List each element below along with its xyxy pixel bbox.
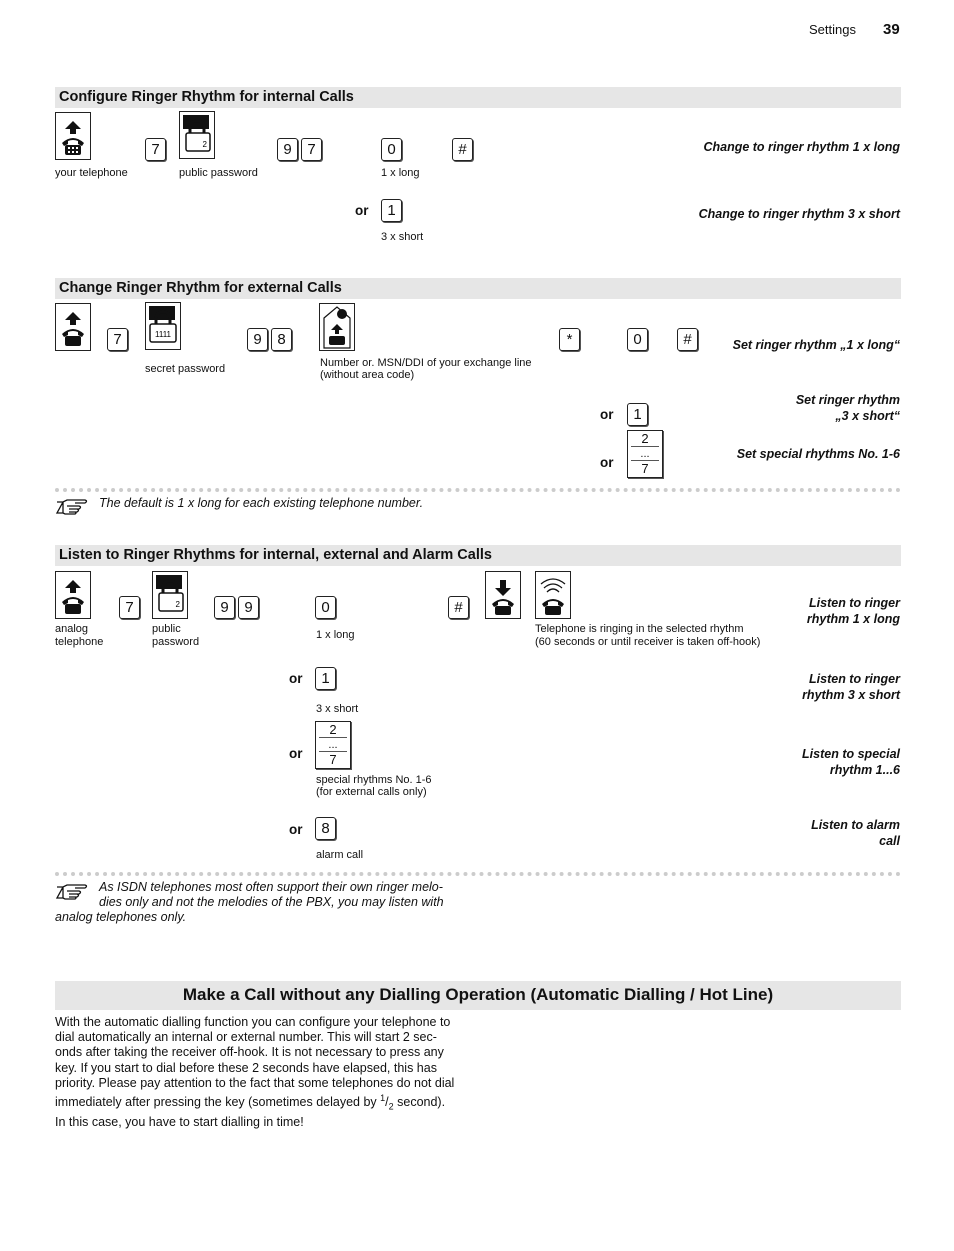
secret-password-padlock-icon [145,302,181,350]
result-1x-long: Change to ringer rhythm 1 x long [703,140,900,154]
section-title-external: Change Ringer Rhythm for external Calls [55,278,901,299]
password-icon-label: 2 [202,140,207,149]
key-9[interactable]: 9 [214,596,235,619]
or-label: or [289,746,303,761]
paragraph-line: onds after taking the receiver off-hook. It is not necessary to press any [55,1045,444,1060]
label-secret-password: secret password [145,363,226,375]
key-8[interactable]: 8 [315,817,336,840]
range-bottom: 7 [329,752,337,767]
key-hash[interactable]: # [448,596,469,619]
key-hash[interactable]: # [452,138,473,161]
range-top: 2 [329,722,337,737]
telephone-lift-receiver-icon [55,112,91,160]
result-listen-special-line2: rhythm 1...6 [829,763,900,777]
key-9[interactable]: 9 [277,138,298,161]
or-label: or [600,407,614,422]
or-label: or [355,203,369,218]
range-mid: ... [319,737,347,752]
pointing-hand-icon [55,883,89,901]
range-bottom: 7 [641,461,649,476]
range-top: 2 [641,431,649,446]
paragraph-line: key. If you start to dial before these 2 seconds have elapsed, this has [55,1060,437,1075]
label-number-line2: (without area code) [320,369,415,381]
paragraph-automatic-dialling [55,1015,455,1130]
result-set-3x-short-line2: „3 x short“ [835,409,900,423]
key-1[interactable]: 1 [381,199,402,222]
label-1-x-long: 1 x long [316,629,355,641]
result-3x-short: Change to ringer rhythm 3 x short [698,207,900,221]
paragraph-line: In this case, you have to start dialling in time! [55,1114,304,1129]
label-3-x-short: 3 x short [316,703,359,715]
note-isdn-line1: As ISDN telephones most often support their own ringer melo- [99,880,443,894]
telephone-lift-receiver-icon [55,571,91,619]
label-ringing-line1: Telephone is ringing in the selected rhythm [535,623,744,635]
key-range-2-to-7[interactable] [315,721,351,769]
note-isdn-line3: analog telephones only. [55,910,187,924]
label-analog-line1: analog [55,623,89,635]
section-title-hot-line: Make a Call without any Dialling Operation (Automatic Dialling / Hot Line) [55,981,901,1010]
fraction-pre: immediately after pressing the key (sometimes delayed by [55,1095,381,1110]
telephone-lift-receiver-icon [55,303,91,351]
label-special-line1: special rhythms No. 1-6 [316,774,432,786]
paragraph-line: With the automatic dialling function you can configure your telephone to [55,1015,451,1029]
pointing-hand-icon [55,498,89,516]
or-label: or [600,455,614,470]
result-listen-special-line1: Listen to special [802,747,900,761]
label-public-password: public password [179,167,258,179]
label-special-line2: (for external calls only) [316,786,427,798]
telephone-ringing-icon [535,571,571,619]
page-number: 39 [883,21,900,38]
result-listen-1x-long-line2: rhythm 1 x long [806,612,900,626]
key-range-2-to-7[interactable] [627,430,663,478]
key-0[interactable]: 0 [315,596,336,619]
key-0[interactable]: 0 [381,138,402,161]
key-star[interactable]: * [559,328,580,351]
section-title-internal: Configure Ringer Rhythm for internal Calls [55,87,901,108]
fraction-post: second). [393,1095,446,1110]
note-isdn-line2: dies only and not the melodies of the PBX, you may listen with [99,895,444,909]
or-label: or [289,671,303,686]
key-9[interactable]: 9 [247,328,268,351]
label-ringing-line2: (60 seconds or until receiver is taken off-hook) [535,636,761,648]
label-public-line2: password [152,636,200,648]
telephone-hang-up-icon [485,571,521,619]
or-label: or [289,822,303,837]
label-number-line1: Number or. MSN/DDI of your exchange line [320,357,532,369]
label-public-line1: public [152,623,181,635]
fraction-numerator: 1 [380,1093,386,1104]
result-listen-3x-short-line1: Listen to ringer [809,672,900,686]
result-listen-alarm-line1: Listen to alarm [811,818,900,832]
key-9[interactable]: 9 [238,596,259,619]
fraction-denominator: 2 [388,1101,394,1112]
result-special-rhythms: Set special rhythms No. 1-6 [736,447,900,461]
note-default: The default is 1 x long for each existing telephone number. [99,496,424,510]
paragraph-line: priority. Please pay attention to the fact that some telephones do not dial [55,1075,455,1090]
key-0[interactable]: 0 [627,328,648,351]
result-listen-3x-short-line2: rhythm 3 x short [802,688,900,702]
result-listen-1x-long-line1: Listen to ringer [809,596,900,610]
key-7[interactable]: 7 [107,328,128,351]
result-set-3x-short-line1: Set ringer rhythm [795,393,900,407]
dotted-separator [55,872,901,876]
password-padlock-icon [179,111,215,159]
key-8[interactable]: 8 [271,328,292,351]
label-3-x-short: 3 x short [381,231,424,243]
label-analog-line2: telephone [55,636,104,648]
secret-password-icon-label: 1111 [154,330,172,339]
password-padlock-icon [152,571,188,619]
key-7[interactable]: 7 [145,138,166,161]
label-alarm-call: alarm call [316,849,364,861]
key-1[interactable]: 1 [315,667,336,690]
key-hash[interactable]: # [677,328,698,351]
running-header-section: Settings [809,22,856,37]
label-1-x-long: 1 x long [381,167,420,179]
key-7[interactable]: 7 [119,596,140,619]
dotted-separator [55,488,901,492]
result-listen-alarm-line2: call [879,834,900,848]
paragraph-line-fraction: immediately after pressing the key (sometimes delayed by $^1/_2$ second). [55,1093,446,1112]
label-your-telephone: your telephone [55,167,128,179]
range-mid: ... [631,446,659,461]
key-7[interactable]: 7 [301,138,322,161]
section-title-listen: Listen to Ringer Rhythms for internal, external and Alarm Calls [55,545,901,566]
password-icon-label: 2 [175,600,180,609]
result-set-1x-long: Set ringer rhythm „1 x long“ [732,338,900,352]
exchange-line-telephone-icon [319,303,355,351]
key-1[interactable]: 1 [627,403,648,426]
paragraph-line: dial automatically an internal or external number. This will start 2 sec- [55,1030,437,1045]
